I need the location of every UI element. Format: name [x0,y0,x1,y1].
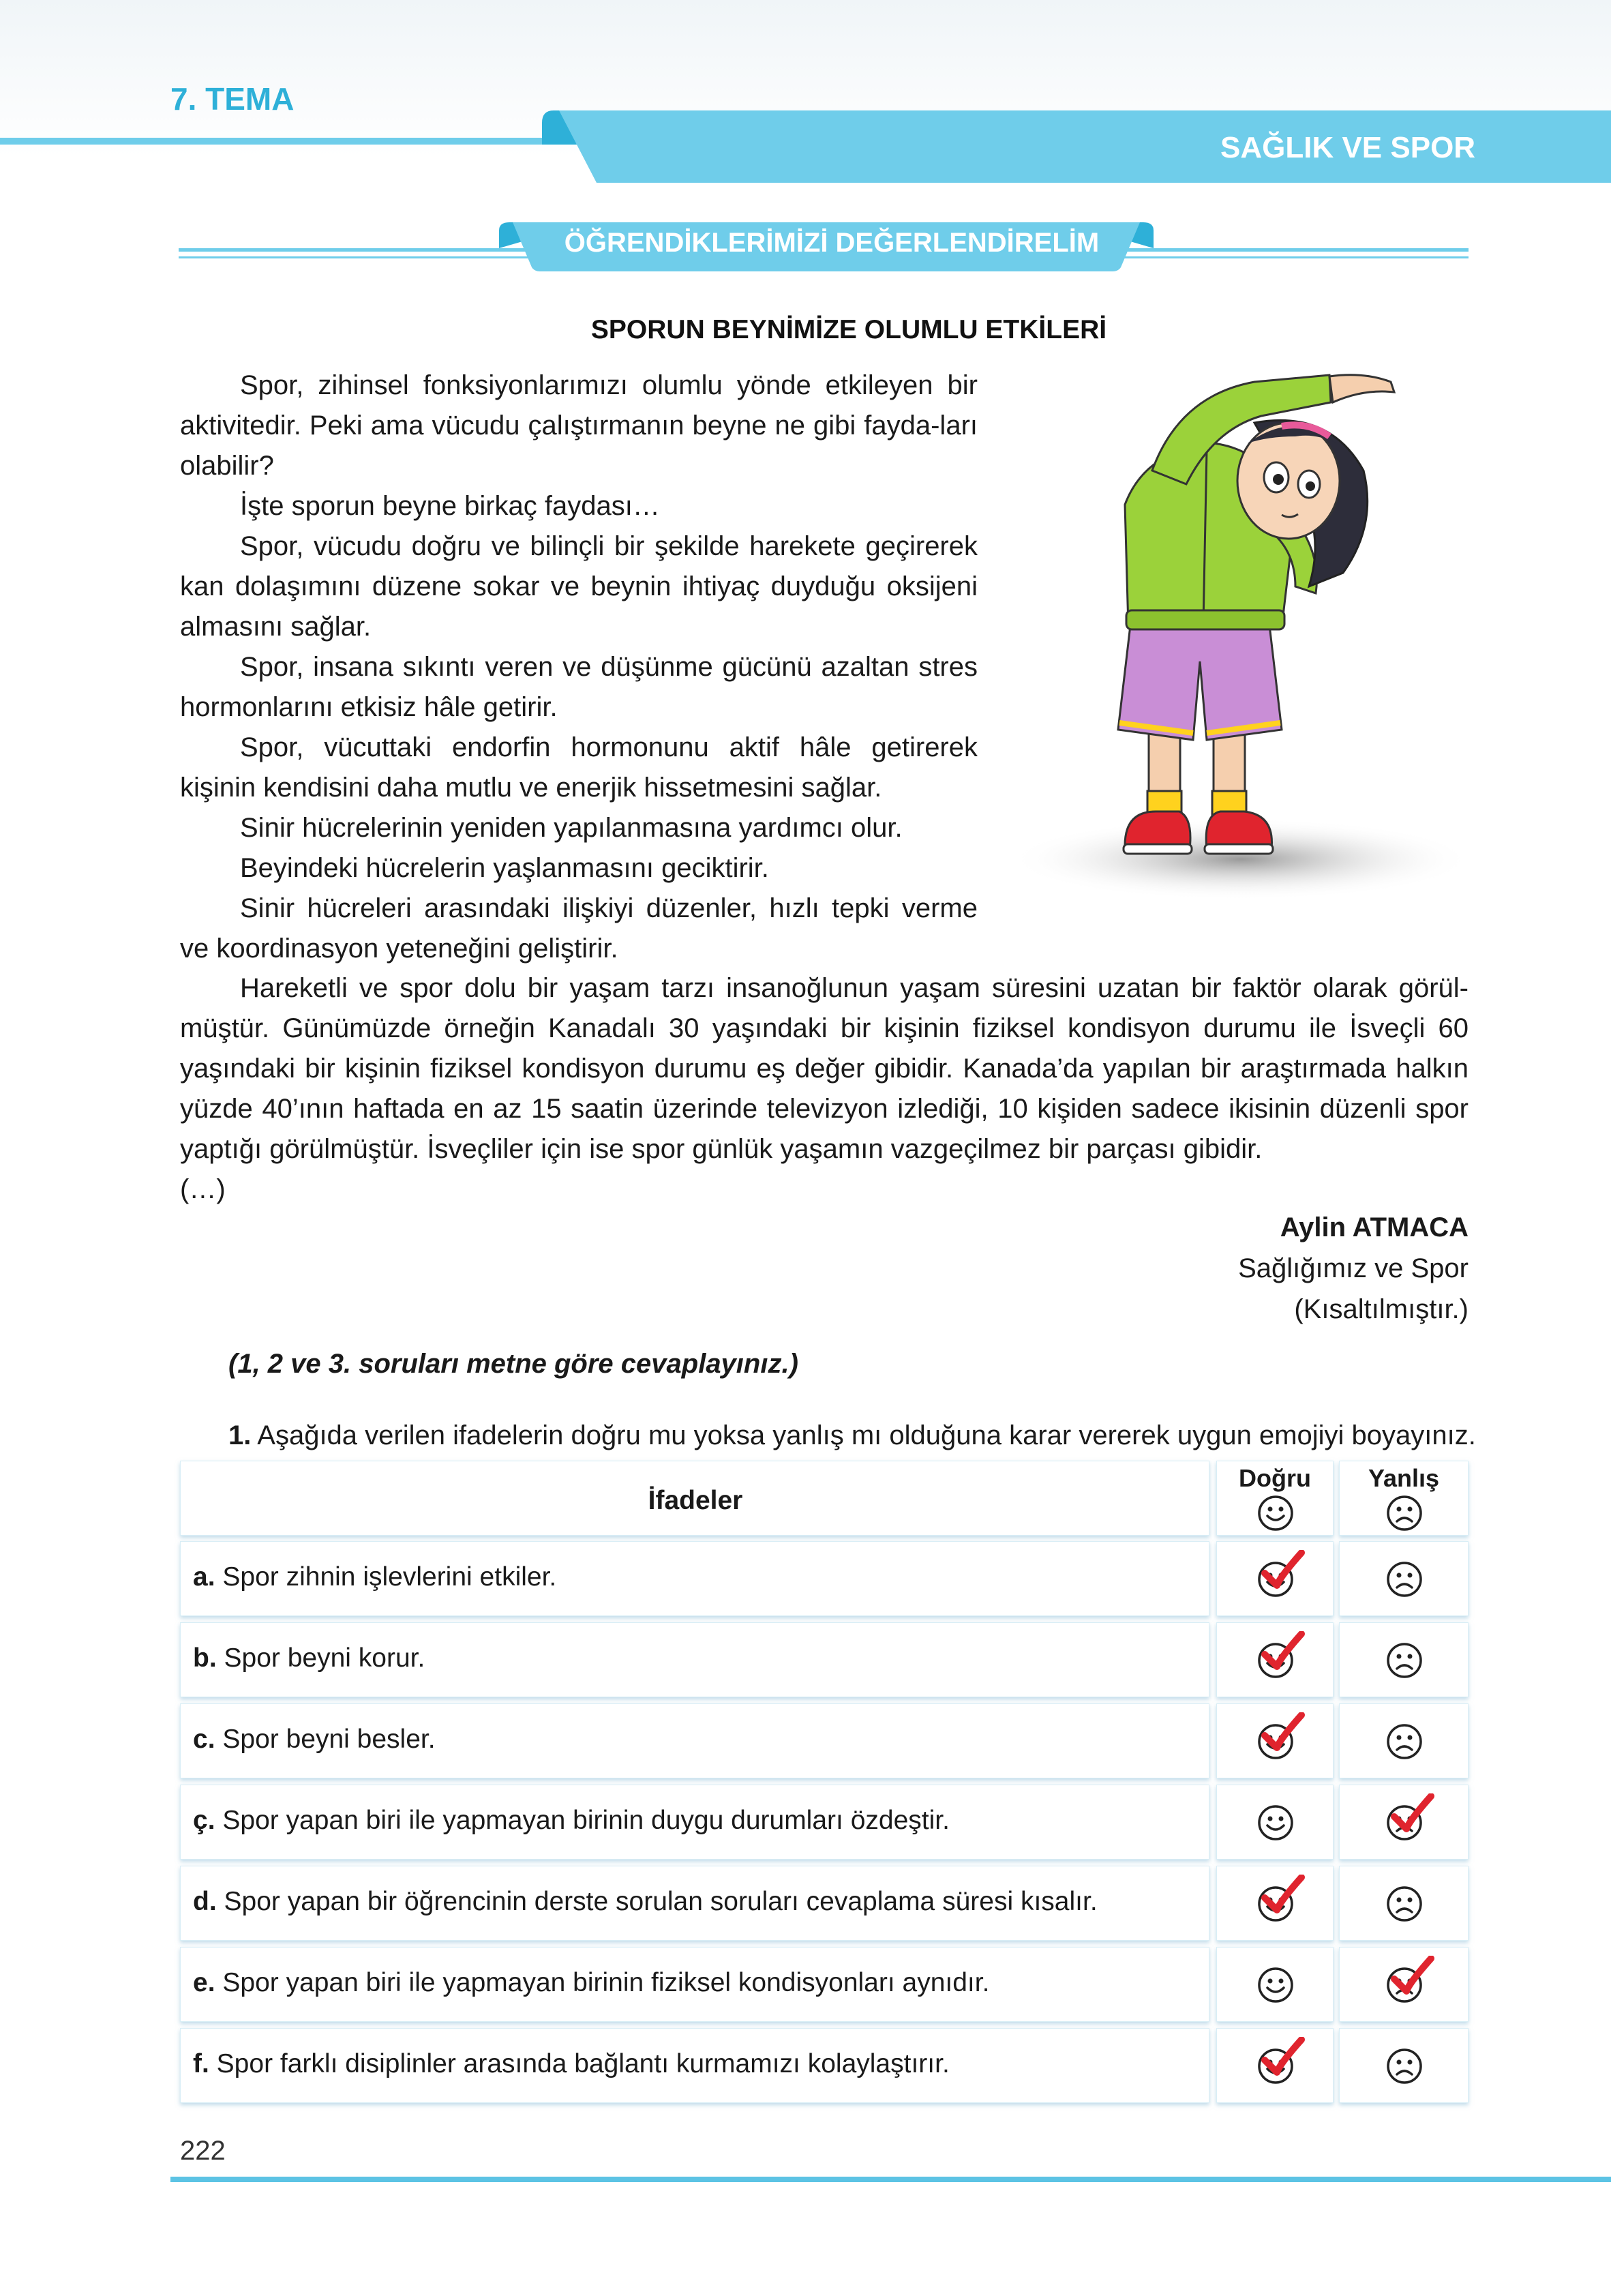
statement-letter: ç. [193,1806,215,1835]
statement [193,1806,950,1836]
girl-stretching-illustration [1009,368,1486,900]
false-cell[interactable] [1339,1622,1469,1697]
statement-cell [180,1622,1209,1697]
article-narrow-column [180,366,978,969]
statement [193,1968,989,1998]
statement [193,1562,556,1592]
header-statements: İfadeler [648,1486,743,1515]
band-title: SAĞLIK VE SPOR [1220,131,1476,164]
statement-cell [180,1541,1209,1616]
article-title: SPORUN BEYNİMİZE OLUMLU ETKİLERİ [590,315,1107,344]
false-cell[interactable] [1339,2028,1469,2103]
statement-letter: d. [193,1887,217,1916]
abridged-note: (Kısaltılmıştır.) [1294,1294,1469,1324]
paragraph: Spor, zihinsel fonksiyonlarımızı olumlu yönde etkileyen bir aktivitedir. Peki ama vücudu çalıştırmanın beyne ne gibi fayda-ları olabilir? [180,370,978,481]
statement-cell [180,2028,1209,2103]
sad-face-icon[interactable] [1385,1641,1424,1680]
check-mark-icon [1259,1712,1307,1756]
statement-letter: f. [193,2049,209,2078]
statement [193,1643,425,1673]
statement [193,1887,1098,1917]
sad-face-icon[interactable] [1385,2047,1424,2085]
sad-face-icon[interactable] [1385,1723,1424,1761]
smiley-face-icon[interactable] [1256,1966,1295,2004]
smiley-face-icon [1256,1494,1295,1532]
statement [193,1725,436,1755]
false-cell[interactable] [1339,1866,1469,1941]
check-mark-icon [1259,2037,1307,2081]
statement-letter: e. [193,1968,215,1997]
statement-text: Spor beyni besler. [222,1725,436,1754]
header-false-label: Yanlış [1368,1464,1440,1492]
statement-cell [180,1866,1209,1941]
statement-cell [180,1703,1209,1778]
sad-face-icon[interactable] [1385,1885,1424,1923]
false-cell[interactable] [1339,1785,1469,1860]
smiley-face-icon[interactable] [1256,1804,1295,1842]
true-cell[interactable] [1216,1866,1334,1941]
false-cell[interactable] [1339,1541,1469,1616]
question-number: 1. [228,1420,252,1450]
header-true-cell [1216,1461,1334,1536]
statement-text: Spor yapan bir öğrencinin derste sorulan soruları cevaplama süresi kısalır. [224,1887,1098,1916]
statement-text: Spor yapan biri ile yapmayan birinin duygu durumları özdeştir. [222,1806,950,1835]
true-cell[interactable] [1216,1622,1334,1697]
paragraph: Beyindeki hücrelerin yaşlanmasını geciktirir. [240,853,769,883]
question-1 [228,1420,1476,1451]
paragraph: İşte sporun beyne birkaç faydası… [240,491,660,521]
statement-text: Spor yapan biri ile yapmayan birinin fiziksel kondisyonları aynıdır. [222,1968,990,1997]
true-cell[interactable] [1216,1785,1334,1860]
statement-text: Spor beyni korur. [224,1643,425,1673]
sad-face-icon[interactable] [1385,1560,1424,1598]
statement-letter: b. [193,1643,217,1673]
paragraph: Spor, insana sıkıntı veren ve düşünme gücünü azaltan stres hormonlarını etkisiz hâle getirir. [180,652,978,722]
paragraph: Sinir hücrelerinin yeniden yapılanmasına yardımcı olur. [240,813,903,843]
paragraph: Sinir hücreleri arasındaki ilişkiyi düzenler, hızlı tepki verme ve koordinasyon yeteneğini geliştirir. [180,893,978,964]
check-mark-icon [1389,1793,1436,1837]
paragraph: Spor, vücudu doğru ve bilinçli bir şekilde harekete geçirerek kan dolaşımını düzene sokar ve beynin ihtiyaç duyduğu oksijeni almasını sağlar. [180,531,978,642]
header-cell [180,1461,1209,1536]
false-cell[interactable] [1339,1947,1469,2022]
true-cell[interactable] [1216,2028,1334,2103]
true-cell[interactable] [1216,1947,1334,2022]
check-mark-icon [1389,1956,1436,1999]
ellipsis: (…) [180,1174,226,1204]
statement-letter: c. [193,1725,215,1754]
page-number: 222 [180,2136,226,2166]
question-text: Aşağıda verilen ifadelerin doğru mu yoksa yanlış mı olduğuna karar vererek uygun emojiyi boyayınız. [257,1420,1476,1450]
article-wide-column [180,968,1469,1210]
statement-cell [180,1947,1209,2022]
statement-cell [180,1785,1209,1860]
theme-label: 7. TEMA [170,81,295,117]
check-mark-icon [1259,1875,1307,1918]
statement [193,2049,950,2079]
statement-text: Spor zihnin işlevlerini etkiler. [222,1562,557,1592]
paragraph: Hareketli ve spor dolu bir yaşam tarzı insanoğlunun yaşam süresini uzatan bir faktör olarak görül-müştür. Günümüzde örneğin Kanadalı 30 yaşındaki bir kişinin fiziksel kondisyon durumu ile İsveçli 60 yaşındaki bir kişinin fiziksel kondisyon durumu eş değer gibidir. Kanada’da yapılan bir araştırmada halkın yüzde 40’ının haftada en az 15 saatin üzerinde televizyon izlediği, 10 kişiden sadece ikisinin düzenli spor yaptığı görülmüştür. İsveçliler için ise spor günlük yaşamın vazgeçilmez bir parçası gibidir. [180,973,1469,1164]
check-mark-icon [1259,1550,1307,1594]
instruction: (1, 2 ve 3. soruları metne göre cevaplayınız.) [228,1349,798,1379]
header-true-label: Doğru [1239,1464,1311,1492]
footer-line [170,2177,1611,2182]
sad-face-icon [1385,1494,1424,1532]
section-title: ÖĞRENDİKLERİMİZİ DEĞERLENDİRELİM [564,228,1100,258]
header-false-cell [1339,1461,1469,1536]
false-cell[interactable] [1339,1703,1469,1778]
author-name: Aylin ATMACA [1280,1212,1469,1242]
true-cell[interactable] [1216,1541,1334,1616]
paragraph: Spor, vücuttaki endorfin hormonunu aktif hâle getirerek kişinin kendisini daha mutlu ve enerjik hissetmesini sağlar. [180,732,978,803]
statement-text: Spor farklı disiplinler arasında bağlantı kurmamızı kolaylaştırır. [216,2049,950,2078]
true-cell[interactable] [1216,1703,1334,1778]
statement-letter: a. [193,1562,215,1592]
source-title: Sağlığımız ve Spor [1238,1253,1469,1283]
check-mark-icon [1259,1631,1307,1675]
